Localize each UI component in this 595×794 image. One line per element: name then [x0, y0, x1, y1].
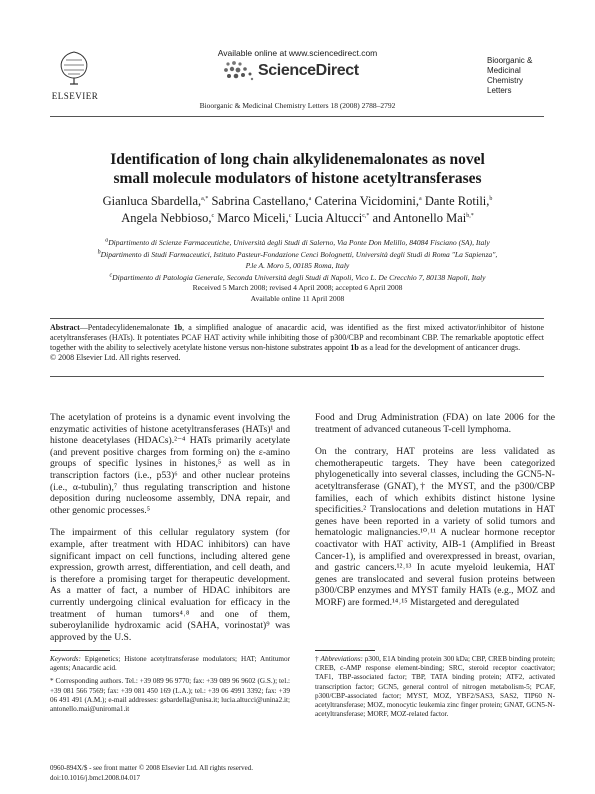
- keywords-label: Keywords:: [50, 655, 81, 663]
- affiliation-line: [20, 260, 575, 272]
- journal-brand-line: Letters: [487, 86, 512, 95]
- affiliation-mark: c: [109, 271, 113, 278]
- journal-brand-line: Chemistry: [487, 76, 524, 85]
- affiliation-line: [20, 237, 575, 249]
- author-name: Angela Nebbioso,: [121, 211, 212, 225]
- abbreviations: † Abbreviations: p300, E1A binding protein 300 kDa; CBP, CREB binding protein; CREB, c-AMP response element-binding; SRC, steroid receptor coactivator; TAF1, TBP-associated factor; TBP, TATA binding protein; ATF2, activated transcription factor; GCN5, general control of nitrogen metabolism-5; PCAF, p300/CBP-associated factor; MYST, MOZ, YBF2/SAS3, SAS2, TIP60 N-acetyltransferase; MOZ, monocytic leukemia zinc finger protein; GNAT, GCN5-N-acetyltransferase; MORF, MOZ-related factor.: [315, 655, 556, 719]
- journal-brand-line: Medicinal: [487, 66, 521, 75]
- abstract-text: as a lead for the development of anticancer drugs.: [358, 343, 521, 352]
- author-name: Sabrina Castellano,: [211, 194, 309, 208]
- affiliation-mark: a: [105, 237, 109, 244]
- article-dates: [0, 283, 595, 304]
- front-matter-line: 0960-894X/$ - see front matter © 2008 Elsevier Ltd. All rights reserved.: [50, 764, 254, 772]
- author-name: Dante Rotili,: [424, 194, 490, 208]
- footnote-divider: [50, 650, 110, 651]
- footnote-divider: [315, 650, 375, 651]
- journal-citation: Bioorganic & Medicinal Chemistry Letters 18 (2008) 2788–2792: [199, 101, 396, 110]
- received-dates: Received 5 March 2008; revised 4 April 2008; accepted 6 April 2008: [192, 283, 403, 292]
- author-list: [40, 193, 555, 227]
- author-name: Lucia Altucci: [294, 211, 363, 225]
- author-affiliation-mark: a: [308, 195, 312, 202]
- abstract-top-divider: [50, 318, 544, 319]
- author-name: Gianluca Sbardella,: [102, 194, 202, 208]
- article-title-line: small molecule modulators of histone acetyltransferases: [113, 170, 482, 187]
- header-divider: [50, 116, 544, 117]
- body-paragraph: The acetylation of proteins is a dynamic event involving the enzymatic activities of histone acetyltransferases (HATs)¹ and histone deacetylases (HDACs).²⁻⁴ HATs primarily acetylate (and prevent positive charges from forming on) the ε-amino groups of specific lysines in histones,⁵ as well as in transcription factors (i.e., p53)⁶ and other nuclear proteins (i.e., α-tubulin),⁷ thus regulating transcription and histone deposition during nucleosome assembly, DNA repair, and other genomic processes.⁵: [50, 412, 290, 516]
- author-line: [40, 193, 555, 210]
- affiliation-line: [20, 249, 575, 261]
- abbreviations-label: Abbreviations:: [320, 655, 363, 663]
- article-title: [40, 150, 555, 188]
- affiliation-line: [20, 272, 575, 284]
- abstract-bottom-divider: [50, 376, 544, 377]
- author-affiliation-mark: c,*: [362, 212, 370, 219]
- author-affiliation-mark: c: [288, 212, 292, 219]
- journal-brand: [487, 56, 532, 96]
- body-column-right: [315, 412, 555, 620]
- available-date: Available online 11 April 2008: [250, 293, 345, 303]
- available-online-line: Available online at www.sciencedirect.com: [217, 48, 378, 58]
- compound-label: 1b: [173, 323, 183, 332]
- footnotes-left: [50, 650, 290, 714]
- abstract-label: Abstract: [50, 323, 80, 332]
- corresponding-authors: * Corresponding authors. Tel.: +39 089 96 9770; fax: +39 089 96 9602 (G.S.); tel.: +39 081 566 7569; fax: +39 081 450 169 (L.A.); tel.: +39 06 4991 3392; fax: +39 06 491 491 (A.M.); e-mail addresses: gsbardella@unisa.it; lucia.altucci@unina2.it; antonello.mai@uniroma1.it: [50, 677, 290, 714]
- body-column-left: [50, 412, 290, 654]
- author-name: Marco Miceli,: [217, 211, 289, 225]
- abstract: [50, 323, 544, 363]
- sciencedirect-logo-text: ScienceDirect: [258, 62, 359, 79]
- doi-line: doi:10.1016/j.bmcl.2008.04.017: [50, 773, 141, 782]
- affiliation-text: Dipartimento di Patologia Generale, Seconda Università degli Studi di Napoli, Vico L. De Crecchio 7, 80138 Napoli, Italy: [112, 272, 486, 282]
- abbreviations-text: p300, E1A binding protein 300 kDa; CBP, CREB binding protein; CREB, c-AMP response element-binding; SRC, steroid receptor coactivator; TAF1, TBP-associated factor; TBP, TATA binding protein; ATF2, activated transcription factor; GCN5, general control of nitrogen metabolism-5; PCAF, p300/CBP-associated factor; MYST, MOZ, YBF2/SAS3, SAS2, TIP60 N-acetyltransferase; MOZ, monocytic leukemia zinc finger protein; GNAT, GCN5-N-acetyltransferase; MORF, MOZ-related factor.: [315, 655, 556, 719]
- keywords: [50, 655, 290, 673]
- affiliation-mark: b: [97, 248, 101, 255]
- sciencedirect-dots-icon: [222, 60, 256, 82]
- publisher-logo-text: ELSEVIER: [51, 91, 99, 101]
- author-name: Caterina Vicidomini,: [314, 194, 420, 208]
- keywords-text: Epigenetics; Histone acetyltransferase modulators; HAT; Antitumor agents; Anacardic acid.: [50, 655, 290, 673]
- journal-brand-line: Bioorganic &: [487, 56, 533, 65]
- abstract-text: —Pentadecylidenemalonate: [79, 323, 174, 332]
- abstract-copyright: © 2008 Elsevier Ltd. All rights reserved.: [50, 353, 181, 362]
- author-affiliation-mark: c: [211, 212, 215, 219]
- article-title-line: Identification of long chain alkylidenemalonates as novel: [110, 151, 485, 168]
- sciencedirect-logo: [222, 60, 382, 84]
- body-paragraph: The impairment of this cellular regulatory system (for example, after treatment with HDAC inhibitors) can have significant impact on cell functions, including altered gene expression, growth arrest, differentiation, and cell death, and is therefore a promising target for therapeutic development. As a matter of fact, a number of HDAC inhibitors are currently undergoing clinical evaluation for efficacy in the treatment of human tumors⁴˒⁸ and one of them, suberoylanilide hydroxamic acid (SAHA, vorinostat)⁹ was approved by the U.S.: [50, 527, 290, 643]
- affiliations: [20, 237, 575, 283]
- affiliation-text: Dipartimento di Scienze Farmaceutiche, Università degli Studi di Salerno, Via Ponte Don Melillo, 84084 Fisciano (SA), Italy: [108, 238, 490, 247]
- abstract-text: , a simplified analogue of anacardic acid, was identified as the first mixed activator/inhibitor of histone acetyltransferases (HATs). It potentiates PCAF HAT activity while inhibiting those of p300/CBP and recombinant CBP. The remarkable apoptotic effect together with the ability to selectively acetylate histone versus non-histone substrates appoint: [50, 323, 544, 352]
- affiliation-text: P.le A. Moro 5, 00185 Roma, Italy: [245, 261, 350, 270]
- author-affiliation-mark: a,*: [201, 195, 209, 202]
- author-name: and Antonello Mai: [372, 211, 467, 225]
- affiliation-text: Dipartimento di Studi Farmaceutici, Istituto Pasteur-Fondazione Cenci Bolognetti, Università degli Studi di Roma "La Sapienza",: [100, 249, 498, 259]
- body-paragraph: Food and Drug Administration (FDA) on late 2006 for the treatment of advanced cutaneous T-cell lymphoma.: [315, 412, 555, 435]
- footnotes-right: [315, 650, 555, 719]
- copyright-footer: [50, 764, 350, 783]
- compound-label: 1b: [350, 343, 359, 352]
- author-affiliation-mark: b,*: [466, 212, 474, 219]
- author-affiliation-mark: a: [419, 195, 422, 202]
- author-affiliation-mark: b: [489, 195, 493, 202]
- author-line: [40, 210, 555, 227]
- body-paragraph: On the contrary, HAT proteins are less validated as chemotherapeutic targets. They have been categorized phylogenetically into several classes, including the GCN5-N-acetyltransferase (GNAT),† the MYST, and the p300/CBP families, each of which exhibits distinct histone lysine specificities.² Translocations and deletion mutations in HAT genes have been reported in a variety of solid tumors and hematologic malignancies.¹⁰˒¹¹ A nuclear hormone receptor coactivator with HAT activity, AIB-1 (Amplified in Breast Cancer-1), is amplified and overexpressed in breast, ovarian, and gastric cancers.¹²˒¹³ In acute myeloid leukemia, HAT genes are translocated and several fusion proteins between p300/CBP enzymes and MYST family HATs (e.g., MOZ and MORF) are formed.¹⁴˒¹⁵ Mistargeted and deregulated: [315, 446, 555, 608]
